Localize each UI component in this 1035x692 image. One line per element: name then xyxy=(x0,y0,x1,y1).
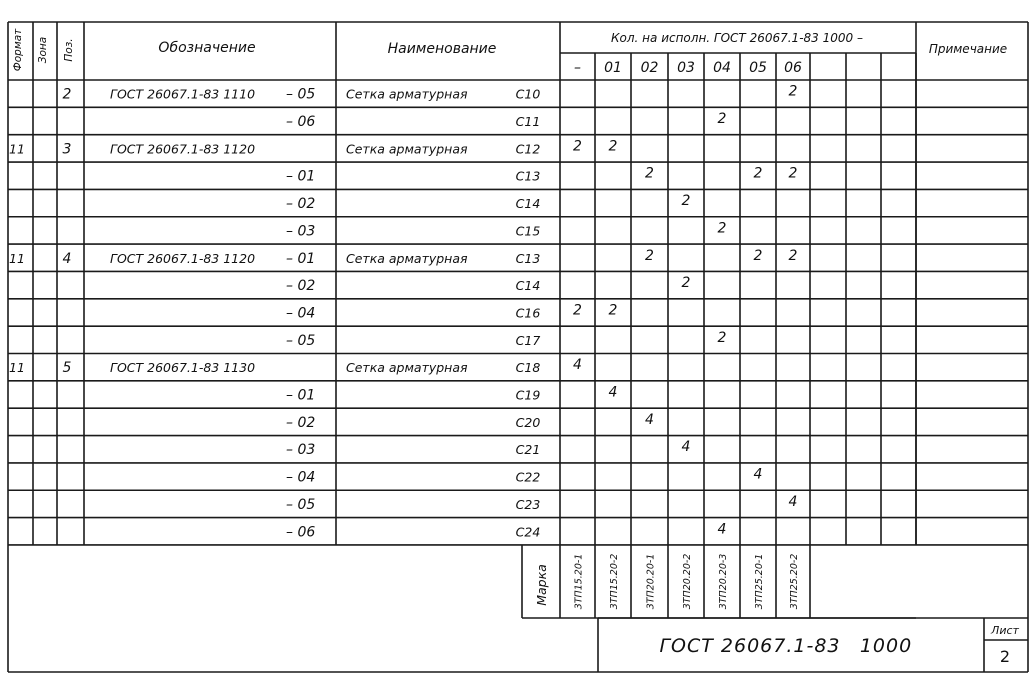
row-suffix: – 04 xyxy=(286,305,316,322)
row-code: С24 xyxy=(515,524,541,540)
qty-cell: 2 xyxy=(753,165,763,182)
exec-col-header: 01 xyxy=(604,60,622,76)
row-pos: 5 xyxy=(62,360,72,377)
header-qty-title: Кол. на исполн. ГОСТ 26067.1-83 1000 – xyxy=(611,31,863,45)
row-suffix: – 02 xyxy=(286,278,316,295)
exec-col-header: 03 xyxy=(677,60,695,76)
exec-col-header: 05 xyxy=(749,60,767,76)
qty-cell: 2 xyxy=(788,83,798,100)
qty-cell: 2 xyxy=(788,165,798,182)
row-code: С17 xyxy=(515,332,541,348)
row-suffix: – 01 xyxy=(286,387,316,404)
row-code: С13 xyxy=(515,168,541,184)
row-code: С23 xyxy=(515,496,541,512)
qty-cell: 2 xyxy=(788,247,798,264)
marka-value: 3ТП25.20-1 xyxy=(754,553,765,610)
row-code: С22 xyxy=(515,469,541,485)
row-name: Сетка арматурная xyxy=(346,86,468,102)
qty-cell: 2 xyxy=(645,247,654,264)
title-code: 1000 xyxy=(859,635,913,657)
row-code: С14 xyxy=(515,196,541,212)
marka-value: 3ТП15.20-2 xyxy=(609,553,620,610)
row-code: С20 xyxy=(515,414,541,430)
qty-cell: 2 xyxy=(717,111,727,128)
row-suffix: – 06 xyxy=(286,524,316,541)
qty-cell: 4 xyxy=(717,521,727,538)
exec-col-header: 02 xyxy=(640,60,659,76)
row-suffix: – 03 xyxy=(286,223,316,240)
qty-cell: 4 xyxy=(645,411,654,428)
row-name: Сетка арматурная xyxy=(346,360,468,376)
marka-label: Марка xyxy=(534,564,549,606)
row-pos: 2 xyxy=(62,86,72,103)
marka-value: 3ТП15.20-1 xyxy=(573,553,585,610)
header-zone: Зона xyxy=(37,36,49,64)
row-gost: ГОСТ 26067.1-83 1110 xyxy=(110,86,256,102)
row-code: С16 xyxy=(515,305,541,321)
row-suffix: – 03 xyxy=(286,442,316,459)
qty-cell: 4 xyxy=(681,439,691,456)
exec-col-header: – xyxy=(574,60,581,76)
header-pos: Поз. xyxy=(63,38,75,62)
row-suffix: – 05 xyxy=(286,332,316,349)
qty-cell: 4 xyxy=(788,493,798,510)
qty-cell: 4 xyxy=(608,384,618,401)
row-suffix: – 01 xyxy=(286,168,316,185)
row-gost: ГОСТ 26067.1-83 1120 xyxy=(110,250,256,266)
qty-cell: 2 xyxy=(753,247,763,264)
marka-value: 3ТП20.20-2 xyxy=(682,553,693,610)
row-code: С10 xyxy=(515,86,541,102)
table-rows xyxy=(9,60,802,609)
row-pos: 4 xyxy=(62,250,72,267)
qty-cell: 2 xyxy=(645,165,654,182)
row-code: С18 xyxy=(515,360,541,376)
row-format: 11 xyxy=(9,250,25,266)
marka-value: 3ТП20.20-3 xyxy=(718,553,729,610)
row-gost: ГОСТ 26067.1-83 1130 xyxy=(110,360,256,376)
header-name: Наименование xyxy=(387,41,497,57)
qty-cell: 2 xyxy=(573,302,582,319)
header-format: Формат xyxy=(12,28,24,72)
row-code: С21 xyxy=(515,442,541,458)
row-code: С13 xyxy=(515,250,541,266)
row-name: Сетка арматурная xyxy=(346,141,468,157)
qty-cell: 2 xyxy=(608,138,618,155)
header-note: Примечание xyxy=(928,42,1008,56)
qty-cell: 2 xyxy=(681,193,691,210)
row-suffix: – 06 xyxy=(286,114,316,131)
row-suffix: – 02 xyxy=(286,196,316,213)
row-code: С12 xyxy=(515,141,541,157)
qty-cell: 2 xyxy=(681,275,691,292)
row-code: С19 xyxy=(515,387,541,403)
row-format: 11 xyxy=(9,141,25,157)
row-format: 11 xyxy=(9,360,25,376)
row-suffix: – 02 xyxy=(286,414,316,431)
row-code: С11 xyxy=(515,114,541,130)
row-name: Сетка арматурная xyxy=(346,250,468,266)
sheet-number: 2 xyxy=(999,647,1011,666)
sheet-label: Лист xyxy=(991,624,1019,637)
row-suffix: – 04 xyxy=(286,469,316,486)
title-doc: ГОСТ 26067.1-83 xyxy=(659,635,841,657)
exec-col-header: 04 xyxy=(713,60,731,76)
row-suffix: – 05 xyxy=(286,496,316,513)
qty-cell: 2 xyxy=(608,302,618,319)
exec-col-header: 06 xyxy=(784,60,802,76)
row-code: С15 xyxy=(515,223,541,239)
row-suffix: – 01 xyxy=(286,250,316,267)
row-code: С14 xyxy=(515,278,541,294)
qty-cell: 2 xyxy=(717,220,727,237)
qty-cell: 4 xyxy=(753,466,763,483)
qty-cell: 2 xyxy=(573,138,582,155)
qty-cell: 2 xyxy=(717,329,727,346)
marka-value: 3ТП25.20-2 xyxy=(789,553,800,610)
header-designation: Обозначение xyxy=(158,40,256,56)
row-pos: 3 xyxy=(62,141,72,158)
marka-value: 3ТП20.20-1 xyxy=(645,553,657,610)
row-gost: ГОСТ 26067.1-83 1120 xyxy=(110,141,256,157)
row-suffix: – 05 xyxy=(286,86,316,103)
qty-cell: 4 xyxy=(573,357,582,374)
